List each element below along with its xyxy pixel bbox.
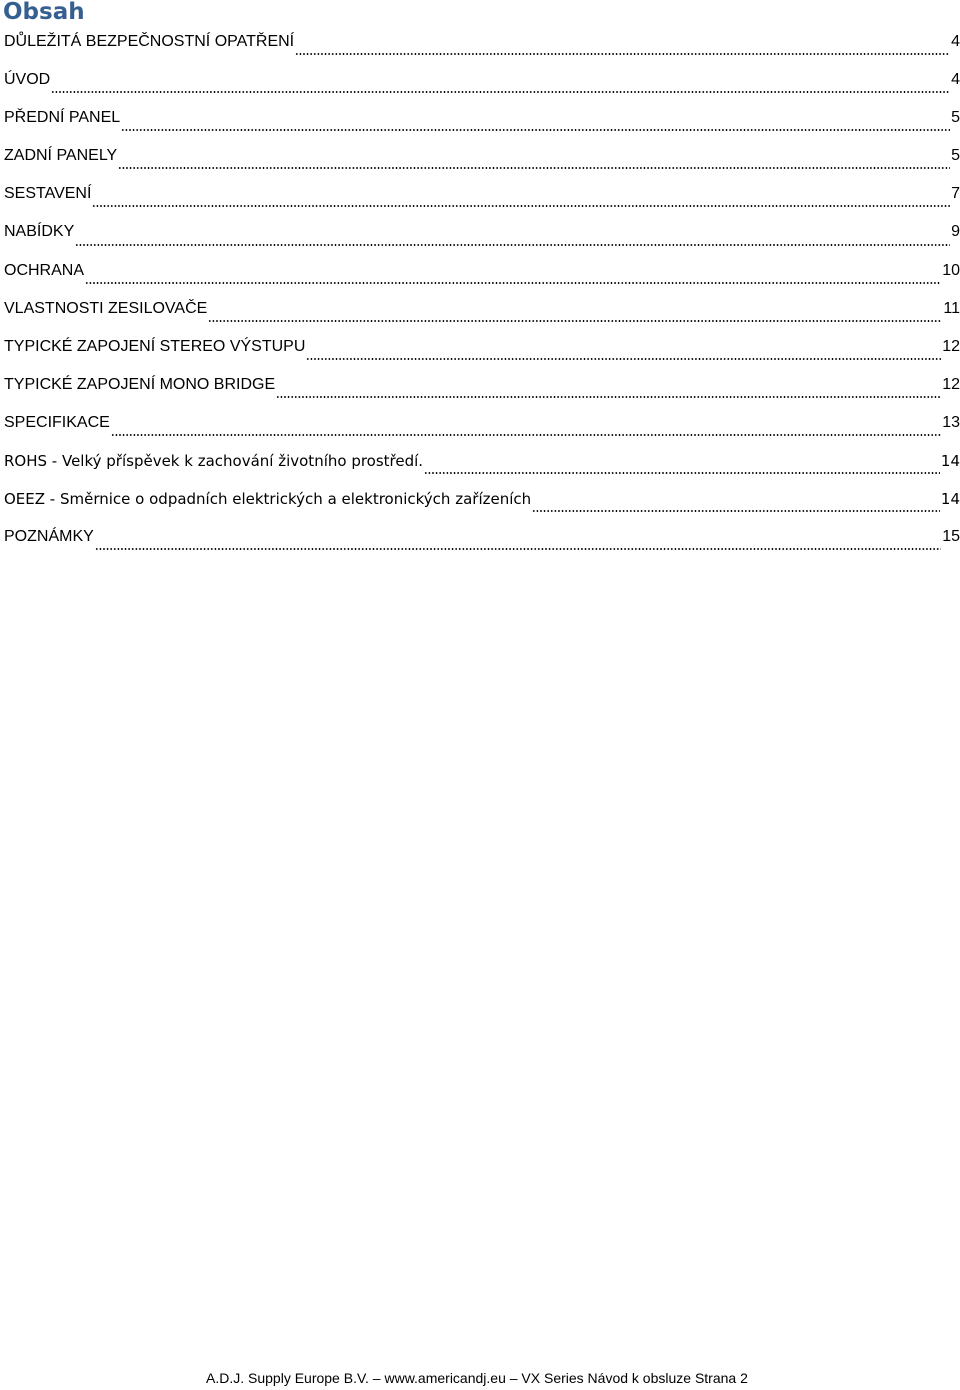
toc-entry[interactable] bbox=[4, 218, 960, 256]
toc-entry[interactable] bbox=[4, 257, 960, 295]
toc-entry-page: 12 bbox=[942, 375, 960, 393]
toc-dot-leader bbox=[118, 166, 950, 170]
toc-entry[interactable] bbox=[4, 447, 960, 485]
toc-entry-title: SESTAVENÍ bbox=[4, 185, 92, 203]
page-footer: A.D.J. Supply Europe B.V. – www.americandj.eu – VX Series Návod k obsluze Strana 2 bbox=[206, 1370, 748, 1386]
toc-entry-title: ROHS - Velký příspěvek k zachování životního prostředí. bbox=[4, 452, 424, 471]
toc-entry-title: SPECIFIKACE bbox=[4, 413, 110, 431]
toc-entry-page: 14 bbox=[940, 490, 960, 509]
toc-entry-page: 14 bbox=[940, 452, 960, 471]
toc-entry[interactable] bbox=[4, 142, 960, 180]
toc-entry-title: OCHRANA bbox=[4, 261, 85, 279]
toc-entry[interactable] bbox=[4, 180, 960, 218]
toc-entry-title: DŮLEŽITÁ BEZPEČNOSTNÍ OPATŘENÍ bbox=[4, 33, 295, 50]
toc-entry-title: ZADNÍ PANELY bbox=[4, 147, 118, 165]
toc-dot-leader bbox=[295, 52, 950, 56]
toc-entry[interactable] bbox=[4, 371, 960, 409]
toc-entry-page: 4 bbox=[951, 71, 960, 89]
toc-dot-leader bbox=[51, 90, 950, 94]
toc-entry-title: TYPICKÉ ZAPOJENÍ STEREO VÝSTUPU bbox=[4, 337, 306, 355]
toc-entry-title: POZNÁMKY bbox=[4, 528, 94, 546]
toc-entry[interactable] bbox=[4, 409, 960, 447]
toc-entry[interactable] bbox=[4, 333, 960, 371]
toc-entry-title: ÚVOD bbox=[4, 71, 51, 89]
toc-entry-page: 13 bbox=[942, 413, 960, 431]
toc-entry-page: 11 bbox=[943, 299, 960, 317]
toc-entry-page: 5 bbox=[951, 109, 960, 127]
toc-dot-leader bbox=[424, 471, 940, 475]
toc-entry-page: 12 bbox=[942, 337, 960, 355]
toc-entry-title: VLASTNOSTI ZESILOVAČE bbox=[4, 299, 208, 317]
toc-dot-leader bbox=[532, 509, 940, 513]
toc-entry[interactable] bbox=[4, 523, 960, 561]
toc-entry-page: 9 bbox=[951, 223, 960, 241]
table-of-contents bbox=[4, 28, 960, 561]
toc-dot-leader bbox=[75, 243, 950, 247]
toc-heading: Obsah bbox=[3, 0, 85, 25]
toc-entry-page: 7 bbox=[951, 185, 960, 203]
toc-dot-leader bbox=[85, 281, 941, 285]
toc-dot-leader bbox=[121, 128, 950, 132]
toc-entry[interactable] bbox=[4, 295, 960, 333]
toc-entry[interactable] bbox=[4, 28, 960, 66]
toc-dot-leader bbox=[111, 433, 941, 437]
toc-entry[interactable] bbox=[4, 66, 960, 104]
toc-entry-page: 5 bbox=[951, 147, 960, 165]
toc-entry-page: 10 bbox=[942, 261, 960, 279]
toc-dot-leader bbox=[95, 547, 941, 551]
toc-entry-title: NABÍDKY bbox=[4, 223, 75, 241]
toc-entry-title: OEEZ - Směrnice o odpadních elektrických a elektronických zařízeních bbox=[4, 490, 532, 509]
toc-entry-title: TYPICKÉ ZAPOJENÍ MONO BRIDGE bbox=[4, 375, 276, 393]
toc-dot-leader bbox=[306, 357, 941, 361]
toc-dot-leader bbox=[276, 395, 941, 399]
toc-entry[interactable] bbox=[4, 104, 960, 142]
toc-entry[interactable] bbox=[4, 485, 960, 523]
toc-entry-page: 4 bbox=[951, 33, 960, 50]
toc-entry-page: 15 bbox=[942, 528, 960, 546]
toc-dot-leader bbox=[92, 204, 950, 208]
toc-dot-leader bbox=[208, 319, 942, 323]
toc-entry-title: PŘEDNÍ PANEL bbox=[4, 109, 121, 127]
